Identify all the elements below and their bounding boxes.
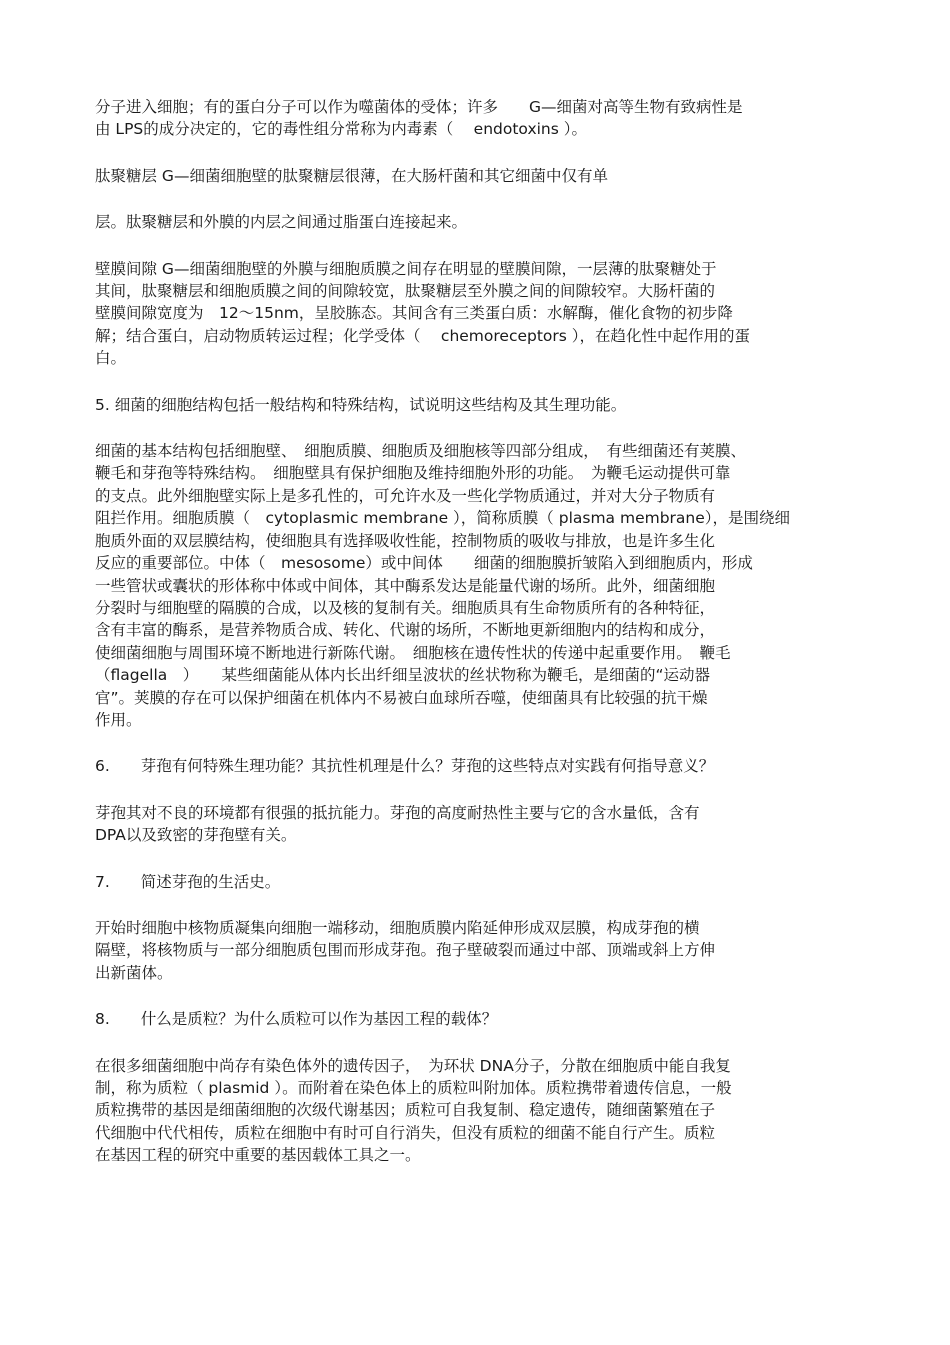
document-page bbox=[95, 96, 855, 1167]
text-line: 解；结合蛋白，启动物质转运过程；化学受体（ chemoreceptors ），在趋化性中起作用的蛋 bbox=[95, 326, 751, 345]
text-line: 隔壁，将核物质与一部分细胞质包围而形成芽孢。孢子壁破裂而通过中部、顶端或斜上方伸 bbox=[95, 941, 716, 960]
text-line: 反应的重要部位。中体（ mesosome）或中间体 细菌的细胞膜折皱陷入到细胞质内，形成 bbox=[95, 554, 753, 573]
text-line: 8. 什么是质粒？为什么质粒可以作为基因工程的载体？ bbox=[95, 1010, 498, 1029]
text-line: 质粒携带的基因是细菌细胞的次级代谢基因；质粒可自我复制、稳定遗传，随细菌繁殖在子 bbox=[95, 1101, 716, 1120]
text-line: 胞质外面的双层膜结构，使细胞具有选择吸收性能，控制物质的吸收与排放，也是许多生化 bbox=[95, 531, 716, 550]
text-line: 5. 细菌的细胞结构包括一般结构和特殊结构，试说明这些结构及其生理功能。 bbox=[95, 395, 627, 414]
text-line: DPA以及致密的芽孢壁有关。 bbox=[95, 826, 297, 845]
text-line: 阻拦作用。细胞质膜（ cytoplasmic membrane ），简称质膜（ plasma membrane），是围绕细 bbox=[95, 509, 791, 528]
text-line: 一些管状或囊状的形体称中体或中间体，其中酶系发达是能量代谢的场所。此外，细菌细胞 bbox=[95, 576, 716, 595]
text-line: 肽聚糖层 G—细菌细胞壁的肽聚糖层很薄，在大肠杆菌和其它细菌中仅有单 bbox=[95, 166, 608, 185]
question-7 bbox=[95, 871, 855, 893]
text-line: 出新菌体。 bbox=[95, 963, 173, 982]
text-line: 含有丰富的酶系，是营养物质合成、转化、代谢的场所，不断地更新细胞内的结构和成分， bbox=[95, 621, 716, 640]
question-6 bbox=[95, 755, 855, 777]
answer-8 bbox=[95, 1055, 855, 1167]
paragraph-lps bbox=[95, 96, 855, 141]
paragraph-peptidoglycan-cont bbox=[95, 211, 855, 233]
text-line: 壁膜间隙宽度为 12～15nm，呈胶胨态。其间含有三类蛋白质：水解酶，催化食物的初步降 bbox=[95, 304, 733, 323]
text-line: 6. 芽孢有何特殊生理功能？其抗性机理是什么？芽孢的这些特点对实践有何指导意义？ bbox=[95, 757, 715, 776]
text-line: 白。 bbox=[95, 349, 127, 368]
text-line: 使细菌细胞与周围环境不断地进行新陈代谢。 细胞核在遗传性状的传递中起重要作用。 鞭毛 bbox=[95, 643, 731, 662]
text-line: 7. 简述芽孢的生活史。 bbox=[95, 872, 281, 891]
text-line: 由 LPS的成分决定的，它的毒性组分常称为内毒素（ endotoxins ）。 bbox=[95, 120, 587, 139]
text-line: 代细胞中代代相传，质粒在细胞中有时可自行消失，但没有质粒的细菌不能自行产生。质粒 bbox=[95, 1123, 716, 1142]
answer-6 bbox=[95, 802, 855, 847]
text-line: 细菌的基本结构包括细胞壁、 细胞质膜、细胞质及细胞核等四部分组成， 有些细菌还有荚膜、 bbox=[95, 442, 747, 461]
text-line: 壁膜间隙 G—细菌细胞壁的外膜与细胞质膜之间存在明显的壁膜间隙，一层薄的肽聚糖处于 bbox=[95, 259, 717, 278]
text-line: 层。肽聚糖层和外膜的内层之间通过脂蛋白连接起来。 bbox=[95, 213, 468, 232]
text-line: 在很多细菌细胞中尚存有染色体外的遗传因子， 为环状 DNA分子，分散在细胞质中能自我复 bbox=[95, 1056, 731, 1075]
text-line: 官”。荚膜的存在可以保护细菌在机体内不易被白血球所吞噬，使细菌具有比较强的抗干燥 bbox=[95, 688, 708, 707]
text-line: 鞭毛和芽孢等特殊结构。 细胞壁具有保护细胞及维持细胞外形的功能。 为鞭毛运动提供可靠 bbox=[95, 464, 731, 483]
text-line: 分子进入细胞；有的蛋白分子可以作为噬菌体的受体；许多 G—细菌对高等生物有致病性是 bbox=[95, 98, 743, 116]
text-line: 制，称为质粒（ plasmid ）。而附着在染色体上的质粒叫附加体。质粒携带着遗传信息，一般 bbox=[95, 1079, 732, 1097]
text-line: 其间，肽聚糖层和细胞质膜之间的间隙较宽，肽聚糖层至外膜之间的间隙较窄。大肠杆菌的 bbox=[95, 282, 716, 301]
answer-7 bbox=[95, 917, 855, 984]
text-line: 的支点。此外细胞壁实际上是多孔性的，可允许水及一些化学物质通过，并对大分子物质有 bbox=[95, 486, 716, 505]
question-8 bbox=[95, 1008, 855, 1030]
text-line: 作用。 bbox=[95, 710, 142, 729]
answer-5 bbox=[95, 440, 855, 731]
text-line: （flagella ） 某些细菌能从体内长出纤细呈波状的丝状物称为鞭毛，是细菌的“运动器 bbox=[95, 666, 711, 685]
paragraph-peptidoglycan bbox=[95, 165, 855, 187]
text-line: 开始时细胞中核物质凝集向细胞一端移动，细胞质膜内陷延伸形成双层膜，构成芽孢的横 bbox=[95, 918, 700, 937]
text-line: 在基因工程的研究中重要的基因载体工具之一。 bbox=[95, 1146, 421, 1165]
text-line: 分裂时与细胞壁的隔膜的合成，以及核的复制有关。细胞质具有生命物质所有的各种特征， bbox=[95, 598, 716, 617]
paragraph-periplasm bbox=[95, 258, 855, 370]
question-5 bbox=[95, 394, 855, 416]
text-line: 芽孢其对不良的环境都有很强的抵抗能力。芽孢的高度耐热性主要与它的含水量低，含有 bbox=[95, 803, 700, 822]
